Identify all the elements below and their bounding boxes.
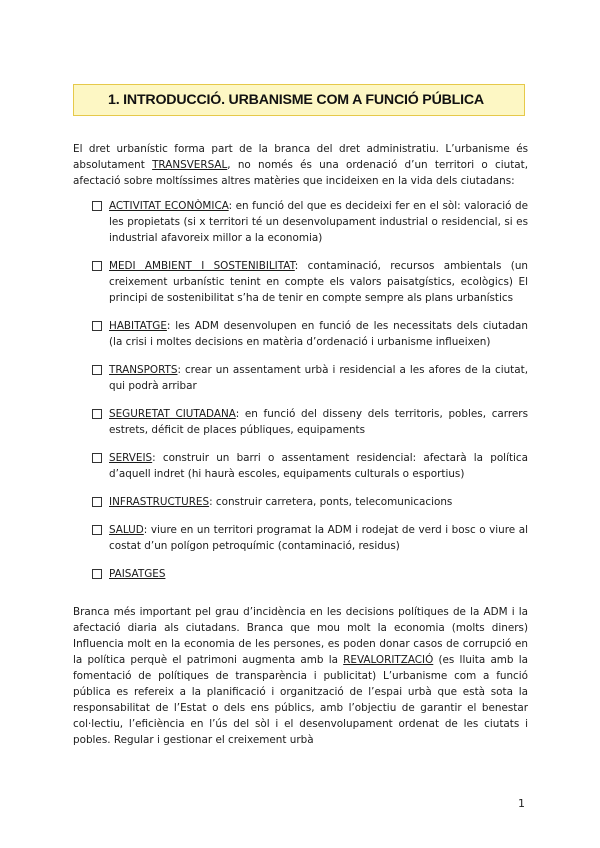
closing-highlight: REVALORITZACIÓ <box>343 654 434 666</box>
list-item-text <box>109 318 528 350</box>
list-item-text <box>109 258 528 306</box>
checkbox-icon <box>92 261 102 271</box>
checkbox-icon <box>92 409 102 419</box>
intro-paragraph <box>73 141 528 189</box>
list-item <box>92 258 528 306</box>
checkbox-icon <box>92 365 102 375</box>
list-item-text <box>109 198 528 246</box>
intro-highlight: TRANSVERSAL <box>152 159 228 171</box>
list-item-term: INFRASTRUCTURES <box>109 496 210 508</box>
closing-text-before: Branca més important pel grau d’incidència en les decisions polítiques de la ADM i la afectació diaria als ciutadans. Branca que mou molt la economia (molts diners) Influencia molt en la economia de les persones, es poden donar casos de corrupció en la política perquè el patrimoni augmenta amb la <box>73 606 528 666</box>
checkbox-icon <box>92 569 102 579</box>
page-number: 1 <box>518 797 525 810</box>
list-item-description: : viure en un territori programat la ADM i rodejat de verd i bosc o viure al costat d’un polígon petroquímic (contaminació, residus) <box>109 524 528 552</box>
list-item <box>92 494 528 510</box>
checkbox-icon <box>92 321 102 331</box>
list-item <box>92 198 528 246</box>
list-item <box>92 450 528 482</box>
list-item-description: : en funció del disseny dels territoris, pobles, carrers estrets, déficit de places públiques, equipaments <box>109 408 528 436</box>
intro-text-before: El dret urbanístic forma part de la branca del dret administratiu. L’urbanisme és absolutament <box>73 143 528 171</box>
list-item-text <box>109 362 528 394</box>
closing-text-after: (es lluita amb la fomentació de polítiques de transparència i publicitat) L’urbanisme com a funció pública es refereix a la planificació i organització de l’espai urbà que està sota la responsabilitat de l’Estat o dels ens públics, amb l’objectiu de garantir el benestar col·lectiu, l’eficiència en l’ús del sòl i el desenvolupament ordenat de les ciutats i pobles. Regular i gestionar el creixement urbà <box>73 654 528 746</box>
list-item-term: HABITATGE <box>109 320 167 332</box>
list-item-term: PAISATGES <box>109 568 166 580</box>
checkbox-icon <box>92 201 102 211</box>
topic-list <box>92 198 528 582</box>
section-title-box <box>73 84 525 116</box>
checkbox-icon <box>92 453 102 463</box>
list-item-term: TRANSPORTS <box>109 364 178 376</box>
list-item-description: : contaminació, recursos ambientals (un creixement urbanístic tenint en compte els valors paisatgístics, ecològics) El principi de sostenibilitat s’ha de tenir en compte sempre als plans urbanístics <box>109 260 529 304</box>
section-title: 1. INTRODUCCIÓ. URBANISME COM A FUNCIÓ PÚBLICA <box>108 92 484 108</box>
list-item-term: SEGURETAT CIUTADANA <box>109 408 236 420</box>
list-item <box>92 566 528 582</box>
list-item <box>92 522 528 554</box>
checkbox-icon <box>92 525 102 535</box>
list-item-text <box>109 450 528 482</box>
checkbox-icon <box>92 497 102 507</box>
list-item <box>92 362 528 394</box>
list-item-term: MEDI AMBIENT I SOSTENIBILITAT <box>109 260 295 272</box>
list-item-description: : construir carretera, ponts, telecomunicacions <box>209 496 453 508</box>
list-item-term: SALUD <box>109 524 144 536</box>
list-item <box>92 318 528 350</box>
list-item-description: : construir un barri o assentament residencial: afectarà la política d’aquell indret (hi haurà escoles, equipaments culturals o esportius) <box>109 452 528 480</box>
list-item-description: : crear un assentament urbà i residencial a les afores de la ciutat, qui podrà arribar <box>109 364 528 392</box>
list-item-term: ACTIVITAT ECONÒMICA <box>109 200 229 212</box>
closing-paragraph <box>73 604 528 748</box>
list-item-description: : les ADM desenvolupen en funció de les necessitats dels ciutadan (la crisi i moltes decisions en matèria d’ordenació i urbanisme influeixen) <box>109 320 528 348</box>
list-item-text <box>109 566 528 582</box>
list-item-text <box>109 522 528 554</box>
list-item-description: : en funció del que es decideixi fer en el sòl: valoració de les propietats (si x territori té un desenvolupament industrial o residencial, si es industrial afavoreix millor a la economia) <box>109 200 528 244</box>
list-item-text <box>109 494 528 510</box>
intro-text-after: , no només és una ordenació d’un territori o ciutat, afectació sobre moltíssimes altres matèries que incideixen en la vida dels ciutadans: <box>73 159 529 187</box>
list-item <box>92 406 528 438</box>
list-item-term: SERVEIS <box>109 452 153 464</box>
list-item-text <box>109 406 528 438</box>
